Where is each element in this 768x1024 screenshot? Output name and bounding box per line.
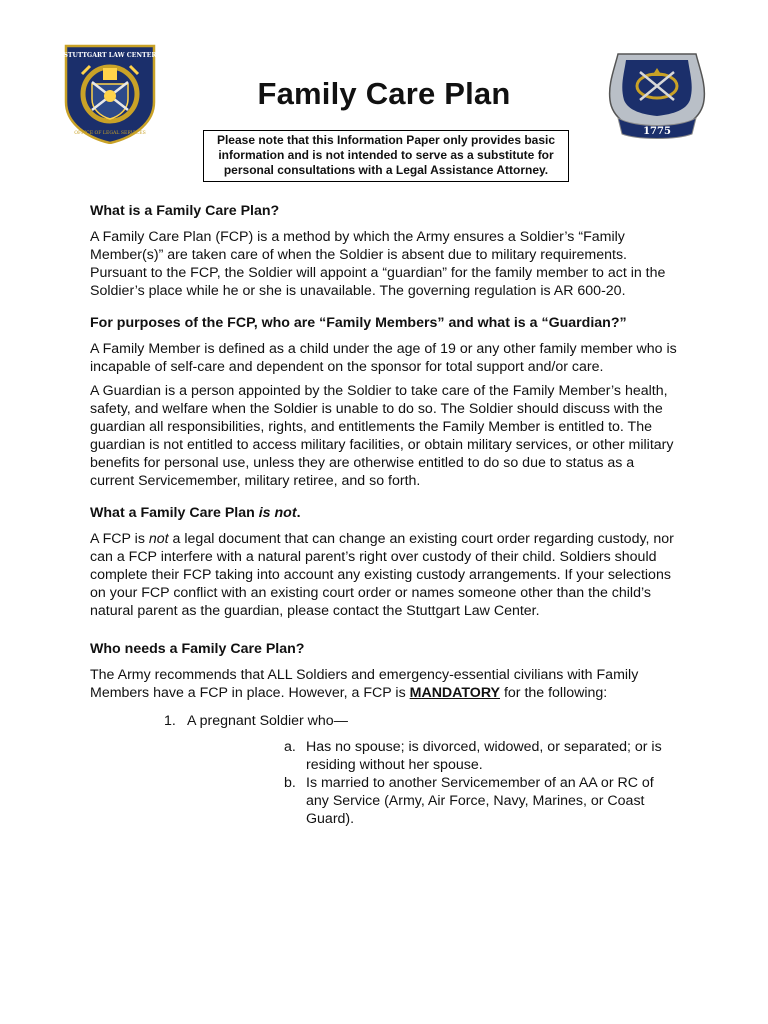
paragraph: A Family Member is defined as a child under the age of 19 or any other family member who is incapable of self-care and dependent on the sponsor for total support and/or care.: [90, 341, 677, 375]
paragraph: The Army recommends that ALL Soldiers and emergency-essential civilians with Family Members have a FCP in place. However, a FCP is MANDATORY for the following:: [90, 667, 639, 701]
section-who-needs-fcp: [90, 640, 680, 828]
page-title: Family Care Plan: [257, 76, 511, 111]
section-what-is-fcp: [90, 202, 680, 300]
sub-list-item: a. Has no spouse; is divorced, widowed, or separated; or is residing without her spouse.: [284, 739, 662, 773]
section-heading: Who needs a Family Care Plan?: [90, 641, 305, 657]
section-heading: What a Family Care Plan is not.: [90, 505, 301, 521]
section-family-members-guardian: [90, 314, 680, 490]
sub-list-item: b. Is married to another Servicemember of an AA or RC of any Service (Army, Air Force, Navy, Marines, or Coast Guard).: [284, 775, 654, 827]
list-item: 1. A pregnant Soldier who— a. Has no spouse; is divorced, widowed, or separated; or is residing without her spouse. b. Is married to another Servicemember of an AA or RC of any Service (Army, Air Force, Navy, Marines, or Coast Guard).: [90, 712, 680, 828]
numbered-list: [90, 712, 680, 828]
sub-list: [164, 738, 680, 828]
section-what-fcp-is-not: [90, 504, 680, 620]
document-body: [90, 202, 680, 842]
paragraph: A Family Care Plan (FCP) is a method by which the Army ensures a Soldier’s “Family Member(s)” are taken care of when the Soldier is absent due to military requirements. Pursuant to the FCP, the Soldier will appoint a “guardian” for the family member to act in the Soldier’s place while he or she is unavailable. The governing regulation is AR 600-20.: [90, 229, 666, 299]
paragraph: A Guardian is a person appointed by the Soldier to take care of the Family Member’s health, safety, and welfare when the Soldier is unable to do so. The Soldier should discuss with the guardian all responsibilities, rights, and entitlements the Family Member is entitled to. The guardian is not entitled to access military facilities, or obtain military services, or other military benefits for personal use, unless they are otherwise entitled to do so due to status as a current Servicemember, military retiree, and so forth.: [90, 383, 674, 489]
section-heading: For purposes of the FCP, who are “Family Members” and what is a “Guardian?”: [90, 315, 627, 331]
mandatory-emphasis: MANDATORY: [409, 685, 500, 701]
paragraph: A FCP is not a legal document that can change an existing court order regarding custody, nor can a FCP interfere with a natural parent’s right over custody of their child. Soldiers should complete their FCP taking into account any existing custody arrangements. If your selections on your FCP conflict with an existing court order or names someone other than the child’s natural parent as the guardian, please contact the Stuttgart Law Center.: [90, 531, 674, 619]
section-heading: What is a Family Care Plan?: [90, 203, 280, 219]
svg-text:1775: 1775: [643, 126, 671, 137]
svg-text:STUTTGART LAW CENTER: STUTTGART LAW CENTER: [63, 52, 157, 59]
svg-text:OFFICE OF LEGAL SERVICES: OFFICE OF LEGAL SERVICES: [74, 131, 146, 136]
disclaimer-notice: Please note that this Information Paper only provides basic information and is not intended to serve as a substitute for personal consultations with a Legal Assistance Attorney.: [203, 130, 569, 182]
